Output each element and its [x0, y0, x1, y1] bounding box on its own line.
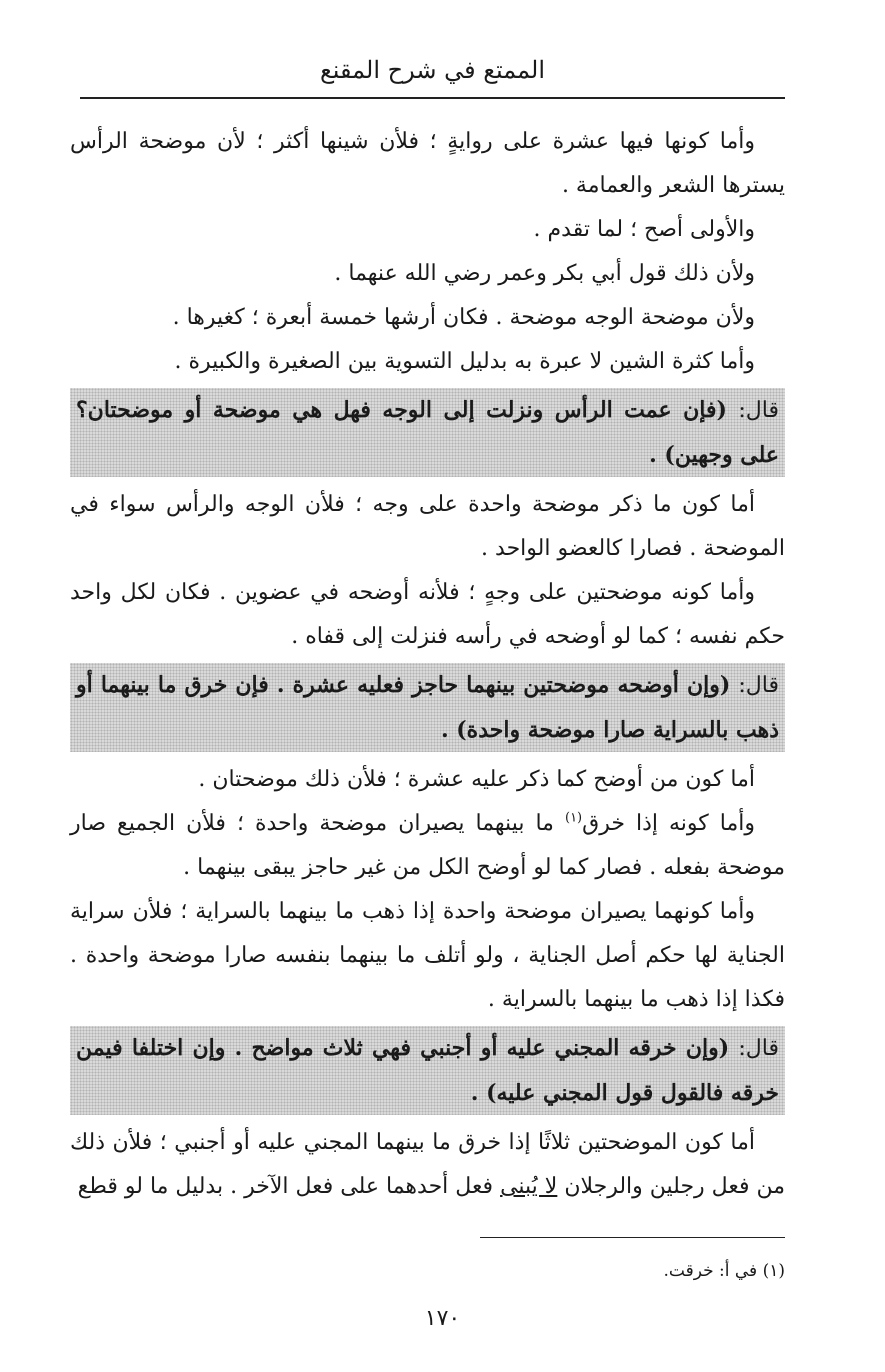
- commentary-paragraph: وأما كونها فيها عشرة على روايةٍ ؛ فلأن شينها أكثر ؛ لأن موضحة الرأس يسترها الشعر والعمامة .: [70, 129, 785, 198]
- paragraph-text: أما كون الموضحتين ثلاثًا إذا خرق ما بينهما المجني عليه أو أجنبي ؛ فلأن ذلك من فعل رجلين والرجلان: [70, 1130, 785, 1199]
- body-text: [70, 120, 785, 1209]
- footnote: (١) في أ: خرقت.: [663, 1261, 785, 1281]
- running-header: الممتع في شرح المقنع: [320, 56, 545, 84]
- commentary-paragraph: وأما كونهما يصيران موضحة واحدة إذا ذهب ما بينهما بالسراية ؛ فلأن سراية الجناية لها حكم أصل الجناية ، ولو أتلف ما بينهما بنفسه صارا موضحة واحدة . فكذا إذا ذهب ما بينهما بالسراية .: [70, 899, 785, 1012]
- matn-text: (فإن عمت الرأس ونزلت إلى الوجه فهل هي موضحة أو موضحتان؟ على وجهين) .: [76, 397, 779, 468]
- commentary-paragraph: والأولى أصح ؛ لما تقدم .: [533, 217, 755, 242]
- qal-label: قال:: [738, 673, 779, 698]
- underlined-phrase: لا يُبنى: [500, 1174, 558, 1199]
- commentary-paragraph: [70, 1121, 785, 1209]
- commentary-paragraph: وأما كثرة الشين لا عبرة به بدليل التسوية بين الصغيرة والكبيرة .: [174, 349, 755, 374]
- commentary-paragraph: أما كون ما ذكر موضحة واحدة على وجه ؛ فلأن الوجه والرأس سواء في الموضحة . فصارا كالعضو الواحد .: [70, 492, 785, 561]
- paragraph-text: فعل أحدهما على فعل الآخر . بدليل ما لو قطع: [77, 1174, 501, 1199]
- footnote-reference: (١): [564, 810, 583, 826]
- commentary-paragraph: ولأن موضحة الوجه موضحة . فكان أرشها خمسة أبعرة ؛ كغيرها .: [172, 305, 755, 330]
- footnote-rule: [480, 1237, 785, 1238]
- page-number: ١٧٠: [424, 1306, 461, 1331]
- matn-quote-highlight: [70, 1026, 785, 1115]
- commentary-paragraph: [70, 802, 785, 890]
- matn-quote-highlight: [70, 663, 785, 752]
- matn-text: (وإن خرقه المجني عليه أو أجنبي فهي ثلاث مواضح . وإن اختلفا فيمن خرقه فالقول قول المجني عليه) .: [76, 1035, 779, 1106]
- commentary-paragraph: أما كون من أوضح كما ذكر عليه عشرة ؛ فلأن ذلك موضحتان .: [198, 767, 755, 792]
- paragraph-text: وأما كونه إذا خرق: [582, 811, 755, 836]
- qal-label: قال:: [738, 1036, 779, 1061]
- matn-text: (وإن أوضحه موضحتين بينهما حاجز فعليه عشرة . فإن خرق ما بينهما أو ذهب بالسراية صارا موضحة واحدة) .: [76, 672, 779, 743]
- paragraph-text: ما بينهما يصيران موضحة واحدة ؛ فلأن الجميع صار موضحة بفعله . فصار كما لو أوضح الكل من غير حاجز يبقى بينهما .: [70, 811, 785, 880]
- commentary-paragraph: وأما كونه موضحتين على وجهٍ ؛ فلأنه أوضحه في عضوين . فكان لكل واحد حكم نفسه ؛ كما لو أوضحه في رأسه فنزلت إلى قفاه .: [70, 580, 785, 649]
- header-rule: [80, 97, 785, 99]
- qal-label: قال:: [738, 398, 779, 423]
- commentary-paragraph: ولأن ذلك قول أبي بكر وعمر رضي الله عنهما .: [334, 261, 755, 286]
- matn-quote-highlight: [70, 388, 785, 477]
